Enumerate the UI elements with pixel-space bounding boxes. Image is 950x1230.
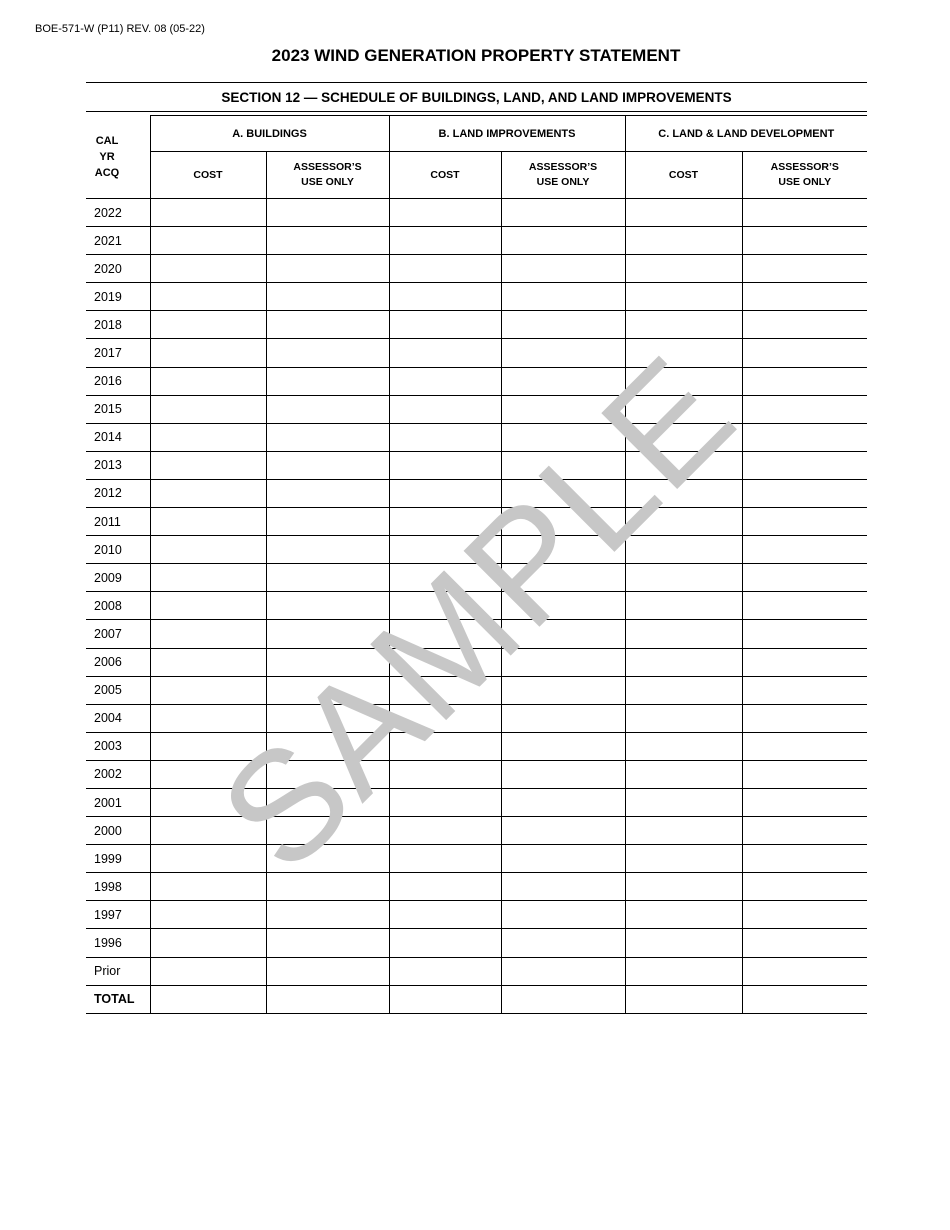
year-label: 2014	[86, 423, 150, 451]
year-label: 2012	[86, 479, 150, 507]
group-land-development-header: C. LAND & LAND DEVELOPMENT	[625, 116, 867, 152]
land-assessor-cell	[742, 508, 867, 536]
buildings-cost-cell[interactable]	[150, 423, 266, 451]
table-row	[86, 901, 867, 929]
year-label: 2000	[86, 817, 150, 845]
buildings-assessor-cell	[266, 423, 389, 451]
buildings-cost-cell[interactable]	[150, 704, 266, 732]
improvements-cost-cell[interactable]	[389, 817, 501, 845]
yr-label: YR	[99, 150, 115, 163]
land-assessor-cell	[742, 704, 867, 732]
land-cost-cell[interactable]	[625, 283, 742, 311]
land-assessor-header: ASSESSOR’S USE ONLY	[742, 152, 867, 199]
improvements-assessor-cell	[501, 929, 625, 957]
buildings-assessor-cell	[266, 760, 389, 788]
year-label: Prior	[86, 957, 150, 985]
buildings-cost-cell[interactable]	[150, 508, 266, 536]
year-label: 2011	[86, 508, 150, 536]
land-assessor-cell	[742, 873, 867, 901]
buildings-assessor-cell	[266, 536, 389, 564]
schedule-body	[86, 199, 867, 1014]
table-row	[86, 760, 867, 788]
land-cost-cell[interactable]	[625, 479, 742, 507]
buildings-assessor-cell	[266, 227, 389, 255]
table-row	[86, 704, 867, 732]
improvements-assessor-header: ASSESSOR’S USE ONLY	[501, 152, 625, 199]
buildings-assessor-cell	[266, 648, 389, 676]
buildings-cost-cell[interactable]	[150, 929, 266, 957]
improvements-cost-cell[interactable]	[389, 227, 501, 255]
buildings-cost-cell[interactable]	[150, 395, 266, 423]
table-row	[86, 255, 867, 283]
improvements-cost-cell[interactable]	[389, 423, 501, 451]
improvements-cost-cell[interactable]	[389, 901, 501, 929]
improvements-cost-cell[interactable]	[389, 873, 501, 901]
land-assessor-cell	[742, 255, 867, 283]
buildings-cost-cell[interactable]	[150, 817, 266, 845]
improvements-assessor-cell	[501, 788, 625, 816]
buildings-cost-cell[interactable]	[150, 283, 266, 311]
group-land-improvements-header: B. LAND IMPROVEMENTS	[389, 116, 625, 152]
year-label: 2009	[86, 564, 150, 592]
table-row	[86, 367, 867, 395]
improvements-cost-cell[interactable]	[389, 732, 501, 760]
year-label: 2003	[86, 732, 150, 760]
table-row	[86, 479, 867, 507]
improvements-cost-cell[interactable]	[389, 845, 501, 873]
buildings-assessor-cell	[266, 957, 389, 985]
table-row	[86, 339, 867, 367]
land-cost-cell[interactable]	[625, 760, 742, 788]
cal-label: CAL	[95, 134, 119, 147]
land-assessor-cell	[742, 760, 867, 788]
improvements-assessor-cell	[501, 873, 625, 901]
improvements-cost-cell[interactable]	[389, 564, 501, 592]
table-row	[86, 957, 867, 985]
land-assessor-cell	[742, 985, 867, 1013]
land-cost-header: COST	[625, 152, 742, 199]
year-label: 1996	[86, 929, 150, 957]
buildings-assessor-cell	[266, 395, 389, 423]
land-cost-cell[interactable]	[625, 564, 742, 592]
improvements-assessor-cell	[501, 395, 625, 423]
land-cost-cell[interactable]	[625, 339, 742, 367]
buildings-assessor-cell	[266, 620, 389, 648]
year-label: 2006	[86, 648, 150, 676]
year-label: 2015	[86, 395, 150, 423]
land-assessor-cell	[742, 929, 867, 957]
buildings-assessor-cell	[266, 199, 389, 227]
page-title: 2023 WIND GENERATION PROPERTY STATEMENT	[271, 46, 681, 65]
buildings-assessor-cell	[266, 901, 389, 929]
improvements-cost-cell[interactable]	[389, 283, 501, 311]
improvements-assessor-cell	[501, 536, 625, 564]
land-assessor-cell	[742, 395, 867, 423]
buildings-assessor-cell	[266, 873, 389, 901]
improvements-assessor-cell	[501, 199, 625, 227]
land-assessor-cell	[742, 592, 867, 620]
buildings-cost-cell[interactable]	[150, 339, 266, 367]
year-label: 2002	[86, 760, 150, 788]
improvements-assessor-cell	[501, 564, 625, 592]
buildings-cost-cell[interactable]	[150, 592, 266, 620]
table-row	[86, 592, 867, 620]
year-label: 2016	[86, 367, 150, 395]
buildings-assessor-cell	[266, 451, 389, 479]
improvements-cost-cell[interactable]	[389, 676, 501, 704]
improvements-assessor-cell	[501, 620, 625, 648]
buildings-cost-cell[interactable]	[150, 788, 266, 816]
land-assessor-cell	[742, 227, 867, 255]
land-assessor-cell	[742, 817, 867, 845]
buildings-cost-cell[interactable]	[150, 760, 266, 788]
table-row	[86, 423, 867, 451]
improvements-assessor-cell	[501, 255, 625, 283]
improvements-assessor-cell	[501, 817, 625, 845]
improvements-assessor-cell	[501, 957, 625, 985]
land-assessor-cell	[742, 732, 867, 760]
year-label: 2020	[86, 255, 150, 283]
improvements-assessor-cell	[501, 479, 625, 507]
buildings-cost-cell[interactable]	[150, 732, 266, 760]
land-cost-cell[interactable]	[625, 788, 742, 816]
buildings-cost-cell[interactable]	[150, 451, 266, 479]
land-assessor-cell	[742, 339, 867, 367]
table-row	[86, 564, 867, 592]
land-assessor-cell	[742, 283, 867, 311]
improvements-assessor-cell	[501, 985, 625, 1013]
land-cost-cell[interactable]	[625, 873, 742, 901]
improvements-cost-cell[interactable]	[389, 367, 501, 395]
buildings-cost-cell[interactable]	[150, 873, 266, 901]
improvements-assessor-cell	[501, 227, 625, 255]
buildings-assessor-cell	[266, 564, 389, 592]
improvements-cost-cell[interactable]	[389, 255, 501, 283]
year-label: 2005	[86, 676, 150, 704]
improvements-assessor-cell	[501, 423, 625, 451]
buildings-cost-cell[interactable]	[150, 255, 266, 283]
buildings-cost-cell[interactable]	[150, 227, 266, 255]
land-cost-cell[interactable]	[625, 817, 742, 845]
buildings-assessor-header: ASSESSOR’S USE ONLY	[266, 152, 389, 199]
improvements-cost-cell[interactable]	[389, 788, 501, 816]
table-row	[86, 536, 867, 564]
table-row	[86, 676, 867, 704]
table-row	[86, 283, 867, 311]
land-assessor-cell	[742, 620, 867, 648]
improvements-assessor-cell	[501, 592, 625, 620]
year-label: 2001	[86, 788, 150, 816]
land-cost-cell[interactable]	[625, 985, 742, 1013]
land-cost-cell[interactable]	[625, 648, 742, 676]
buildings-cost-cell[interactable]	[150, 901, 266, 929]
land-cost-cell[interactable]	[625, 395, 742, 423]
year-label: 2019	[86, 283, 150, 311]
year-label: 2004	[86, 704, 150, 732]
land-cost-cell[interactable]	[625, 929, 742, 957]
buildings-cost-cell[interactable]	[150, 845, 266, 873]
land-assessor-cell	[742, 564, 867, 592]
land-cost-cell[interactable]	[625, 732, 742, 760]
year-label: 1997	[86, 901, 150, 929]
cal-yr-acq-header	[86, 116, 150, 199]
table-row	[86, 817, 867, 845]
improvements-assessor-cell	[501, 283, 625, 311]
land-cost-cell[interactable]	[625, 367, 742, 395]
land-cost-cell[interactable]	[625, 704, 742, 732]
land-cost-cell[interactable]	[625, 536, 742, 564]
improvements-cost-cell[interactable]	[389, 311, 501, 339]
year-label: 2010	[86, 536, 150, 564]
buildings-cost-cell[interactable]	[150, 985, 266, 1013]
land-assessor-cell	[742, 311, 867, 339]
buildings-cost-cell[interactable]	[150, 479, 266, 507]
improvements-cost-cell[interactable]	[389, 929, 501, 957]
year-label: 2007	[86, 620, 150, 648]
land-assessor-cell	[742, 536, 867, 564]
improvements-cost-cell[interactable]	[389, 395, 501, 423]
buildings-assessor-cell	[266, 845, 389, 873]
buildings-assessor-cell	[266, 732, 389, 760]
buildings-assessor-cell	[266, 985, 389, 1013]
improvements-cost-cell[interactable]	[389, 199, 501, 227]
improvements-cost-cell[interactable]	[389, 479, 501, 507]
year-label: 1998	[86, 873, 150, 901]
improvements-cost-cell[interactable]	[389, 985, 501, 1013]
improvements-assessor-cell	[501, 845, 625, 873]
total-row	[86, 985, 867, 1013]
buildings-assessor-cell	[266, 817, 389, 845]
table-row	[86, 845, 867, 873]
improvements-assessor-cell	[501, 648, 625, 676]
buildings-assessor-cell	[266, 367, 389, 395]
land-cost-cell[interactable]	[625, 957, 742, 985]
sample-watermark: SAMPLE	[188, 324, 768, 904]
table-row	[86, 451, 867, 479]
land-assessor-cell	[742, 367, 867, 395]
table-row	[86, 227, 867, 255]
buildings-assessor-cell	[266, 704, 389, 732]
improvements-assessor-cell	[501, 760, 625, 788]
table-row	[86, 648, 867, 676]
buildings-assessor-cell	[266, 283, 389, 311]
buildings-assessor-cell	[266, 788, 389, 816]
table-row	[86, 199, 867, 227]
buildings-cost-cell[interactable]	[150, 957, 266, 985]
improvements-cost-cell[interactable]	[389, 536, 501, 564]
year-label: 2021	[86, 227, 150, 255]
land-cost-cell[interactable]	[625, 508, 742, 536]
buildings-assessor-cell	[266, 339, 389, 367]
land-assessor-cell	[742, 451, 867, 479]
schedule-table	[86, 82, 867, 1014]
land-assessor-cell	[742, 676, 867, 704]
land-cost-cell[interactable]	[625, 845, 742, 873]
buildings-assessor-cell	[266, 676, 389, 704]
buildings-cost-cell[interactable]	[150, 311, 266, 339]
land-assessor-cell	[742, 901, 867, 929]
land-cost-cell[interactable]	[625, 592, 742, 620]
land-cost-cell[interactable]	[625, 901, 742, 929]
group-buildings-header: A. BUILDINGS	[150, 116, 389, 152]
land-assessor-cell	[742, 957, 867, 985]
land-cost-cell[interactable]	[625, 199, 742, 227]
land-cost-cell[interactable]	[625, 620, 742, 648]
improvements-cost-cell[interactable]	[389, 760, 501, 788]
land-assessor-cell	[742, 199, 867, 227]
buildings-assessor-cell	[266, 929, 389, 957]
land-cost-cell[interactable]	[625, 423, 742, 451]
improvements-cost-header: COST	[389, 152, 501, 199]
year-label: 2022	[86, 199, 150, 227]
year-label: 1999	[86, 845, 150, 873]
improvements-assessor-cell	[501, 732, 625, 760]
improvements-cost-cell[interactable]	[389, 704, 501, 732]
land-cost-cell[interactable]	[625, 227, 742, 255]
improvements-cost-cell[interactable]	[389, 620, 501, 648]
table-row	[86, 508, 867, 536]
section-title: SECTION 12 — SCHEDULE OF BUILDINGS, LAND, AND LAND IMPROVEMENTS	[86, 83, 867, 112]
year-label: TOTAL	[86, 985, 150, 1013]
land-cost-cell[interactable]	[625, 451, 742, 479]
table-row	[86, 620, 867, 648]
year-label: 2018	[86, 311, 150, 339]
table-row	[86, 732, 867, 760]
land-assessor-cell	[742, 479, 867, 507]
buildings-assessor-cell	[266, 255, 389, 283]
table-row	[86, 929, 867, 957]
form-number: BOE-571-W (P11) REV. 08 (05-22)	[35, 23, 205, 35]
land-assessor-cell	[742, 648, 867, 676]
table-row	[86, 788, 867, 816]
buildings-cost-cell[interactable]	[150, 199, 266, 227]
table-row	[86, 395, 867, 423]
land-assessor-cell	[742, 788, 867, 816]
year-label: 2017	[86, 339, 150, 367]
improvements-assessor-cell	[501, 367, 625, 395]
acq-label: ACQ	[94, 166, 120, 179]
year-label: 2013	[86, 451, 150, 479]
buildings-cost-header: COST	[150, 152, 266, 199]
buildings-cost-cell[interactable]	[150, 620, 266, 648]
buildings-cost-cell[interactable]	[150, 536, 266, 564]
buildings-cost-cell[interactable]	[150, 676, 266, 704]
improvements-cost-cell[interactable]	[389, 508, 501, 536]
buildings-cost-cell[interactable]	[150, 367, 266, 395]
improvements-assessor-cell	[501, 451, 625, 479]
improvements-assessor-cell	[501, 339, 625, 367]
buildings-assessor-cell	[266, 508, 389, 536]
improvements-assessor-cell	[501, 676, 625, 704]
improvements-cost-cell[interactable]	[389, 451, 501, 479]
land-cost-cell[interactable]	[625, 255, 742, 283]
land-assessor-cell	[742, 845, 867, 873]
buildings-assessor-cell	[266, 479, 389, 507]
buildings-assessor-cell	[266, 311, 389, 339]
improvements-cost-cell[interactable]	[389, 648, 501, 676]
buildings-cost-cell[interactable]	[150, 564, 266, 592]
improvements-assessor-cell	[501, 704, 625, 732]
improvements-cost-cell[interactable]	[389, 957, 501, 985]
improvements-cost-cell[interactable]	[389, 592, 501, 620]
improvements-cost-cell[interactable]	[389, 339, 501, 367]
improvements-assessor-cell	[501, 311, 625, 339]
improvements-assessor-cell	[501, 508, 625, 536]
land-cost-cell[interactable]	[625, 311, 742, 339]
land-cost-cell[interactable]	[625, 676, 742, 704]
land-assessor-cell	[742, 423, 867, 451]
improvements-assessor-cell	[501, 901, 625, 929]
table-row	[86, 873, 867, 901]
table-row	[86, 311, 867, 339]
buildings-cost-cell[interactable]	[150, 648, 266, 676]
buildings-assessor-cell	[266, 592, 389, 620]
year-label: 2008	[86, 592, 150, 620]
